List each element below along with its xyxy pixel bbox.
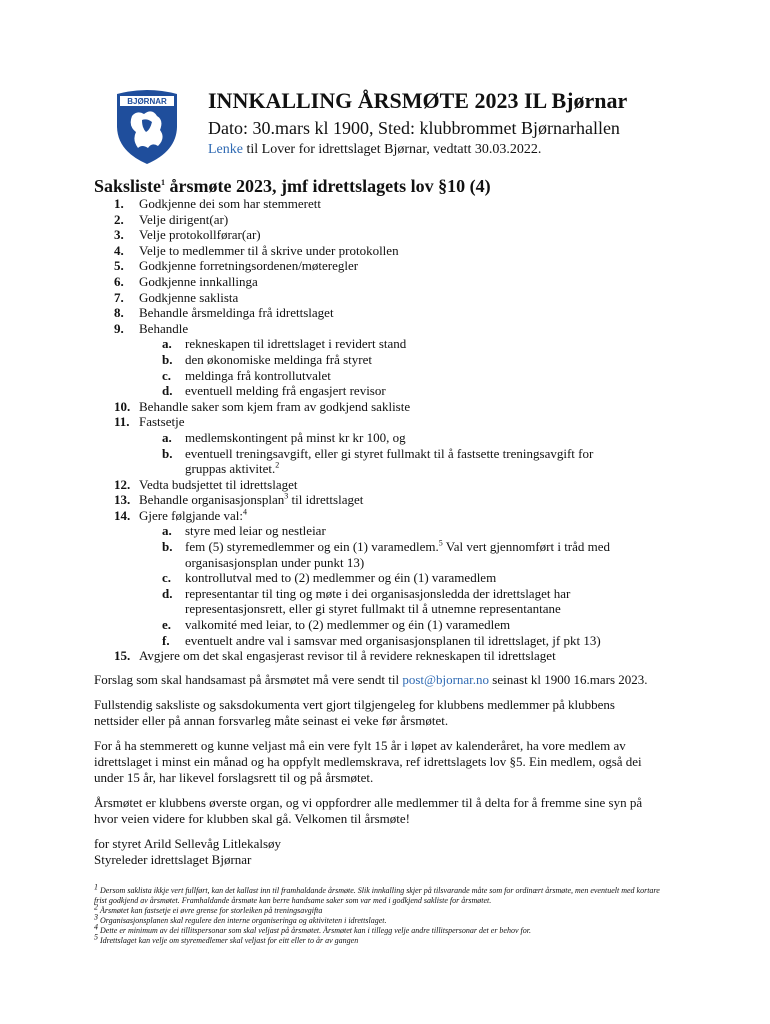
- list-item: 8. Behandle årsmeldinga frå idrettslaget: [114, 305, 334, 321]
- voting-paragraph: For å ha stemmerett og kunne veljast må ein vere fylt 15 år i løpet av kalenderåret, ha vore medlem av idrettslaget i minst ein månad og ha oppfylt medlemskrava, ref idrettslagets lov §5. Ein medlem, også dei under 15 år, har likevel forslagsrett til og på årsmøtet.: [94, 738, 642, 785]
- club-logo: [112, 86, 182, 166]
- list-item: 11. Fastsetje: [114, 414, 185, 430]
- signature: for styret Arild Sellevåg Litlekalsøy Styreleder idrettslaget Bjørnar: [94, 836, 282, 867]
- sub-item: a. rekneskapen til idrettslaget i revidert stand: [162, 336, 407, 352]
- sub-item: b. den økonomiske meldinga frå styret: [162, 351, 373, 367]
- lover-text: til Lover for idrettslaget Bjørnar, vedtatt 30.03.2022.: [242, 142, 542, 157]
- list-item: 3. Velje protokollførar(ar): [114, 227, 261, 243]
- email-link[interactable]: post@bjornar.no: [402, 672, 490, 687]
- sub-item: b. fem (5) styremedlemmer og ein (1) varamedlem.$^5$ Val vert gjennomført i tråd med: [162, 538, 611, 555]
- list-item: 13. Behandle organisasjonsplan$^3$ til idrettslaget: [114, 491, 364, 508]
- footnote: $^1$ Dersom saklista ikkje vert fullført, kan det kallast inn til framhaldande årsmøte. Slik innkalling skjer på tilsvarande måte som for ordinært årsmøte, men eventuelt med kortare frist godkjend av årsmøtet. Framhaldande årsmøte kan berre handsame saker som var med i godkjend sakliste for årsmøtet.: [94, 882, 660, 905]
- sub-item: d. representantar til ting og møte i dei organisasjonsledda der idrettslaget har: [162, 585, 571, 601]
- agenda-title: Saksliste$^1$ årsmøte 2023, jmf idrettslagets lov §10 (4): [94, 176, 491, 196]
- list-item: 15. Avgjere om det skal engasjerast revisor til å revidere rekneskapen til idrettslaget: [114, 648, 556, 664]
- sub-item: d. eventuell melding frå engasjert revisor: [162, 383, 386, 399]
- agenda-list: [114, 196, 674, 664]
- lover-line: [208, 140, 627, 160]
- sub-item-continued: representasjonsrett, eller gi styret fullmakt til å utnemne representantane: [185, 601, 561, 617]
- list-item: 9. Behandle: [114, 320, 189, 336]
- sub-item: e. valkomité med leiar, to (2) medlemmer og éin (1) varamedlem: [162, 617, 511, 633]
- footnote: $^3$ Organisasjonsplanen skal regulere den interne organiseringa og aktiviteten i idrettslaget.: [94, 912, 387, 925]
- footnote-ref-1: 1: [161, 178, 166, 187]
- proposal-paragraph: Forslag som skal handsamast på årsmøtet må vere sendt til post@bjornar.no seinast kl 1900 16.mars 2023.: [94, 672, 648, 687]
- list-item: 5. Godkjenne forretningsordenen/møteregler: [114, 258, 359, 274]
- list-item: 1. Godkjenne dei som har stemmerett: [114, 196, 321, 211]
- list-item: 10. Behandle saker som kjem fram av godkjend sakliste: [114, 398, 411, 414]
- footnotes: [94, 882, 674, 946]
- sub-item: b. eventuell treningsavgift, eller gi styret fullmakt til å fastsette treningsavgift for: [162, 445, 594, 461]
- sub-item: c. kontrollutval med to (2) medlemmer og éin (1) varamedlem: [162, 570, 497, 586]
- footnote: $^4$ Dette er minimum av dei tillitspersonar som skal veljast på årsmøtet. Årsmøtet kan i tillegg velje andre tillitspersonar det er behov for.: [94, 922, 531, 935]
- footnote-ref-3: 3: [284, 491, 289, 501]
- list-item: 14. Gjere følgjande val:$^4$: [114, 507, 247, 523]
- list-item: 2. Velje dirigent(ar): [114, 211, 229, 227]
- footnote-ref-5: 5: [438, 538, 443, 548]
- sub-item: a. styre med leiar og nestleiar: [162, 523, 326, 539]
- footnote-ref-2: 2: [275, 460, 280, 470]
- document-title: INNKALLING ÅRSMØTE 2023 IL Bjørnar: [208, 88, 628, 113]
- footnote-ref-4: 4: [242, 507, 247, 517]
- documents-paragraph: Fullstendig saksliste og saksdokumenta vert gjort tilgjengeleg for klubbens medlemmer på klubbens nettsider eller på annan forsvarleg måte seinast ei veke før årsmøtet.: [94, 697, 615, 728]
- footnote: $^2$ Årsmøtet kan fastsetje ei øvre grense for storleiken på treningsavgifta: [94, 902, 323, 915]
- sub-item-continued: organisasjonsplan under punkt 13): [185, 554, 365, 570]
- logo-text: BJØRNAR: [127, 97, 167, 106]
- welcome-paragraph: Årsmøtet er klubbens øverste organ, og vi oppfordrer alle medlemmer til å delta for å fremme sine syn på hvor veien videre for klubben skal gå. Velkomen til årsmøte!: [94, 795, 643, 826]
- list-item: 4. Velje to medlemmer til å skrive under protokollen: [114, 242, 399, 258]
- list-item: 6. Godkjenne innkallinga: [114, 273, 258, 289]
- lover-link[interactable]: Lenke: [208, 142, 243, 157]
- list-item: 7. Godkjenne saklista: [114, 289, 239, 305]
- list-item: 12. Vedta budsjettet til idrettslaget: [114, 476, 298, 492]
- sub-item: a. medlemskontingent på minst kr kr 100, og: [162, 429, 406, 445]
- sub-item-continued: gruppas aktivitet.$^2$: [185, 460, 280, 477]
- sub-item: f. eventuelt andre val i samsvar med organisasjonsplanen til idrettslaget, jf pkt 13): [162, 632, 601, 648]
- date-line: Dato: 30.mars kl 1900, Sted: klubbrommet Bjørnarhallen: [208, 118, 620, 138]
- sub-item: c. meldinga frå kontrollutvalet: [162, 367, 331, 383]
- footnote: $^5$ Idrettslaget kan velje om styremedlemer skal veljast for eitt eller to år av gangen: [94, 932, 359, 945]
- header: [208, 86, 627, 160]
- body-text: [94, 672, 654, 868]
